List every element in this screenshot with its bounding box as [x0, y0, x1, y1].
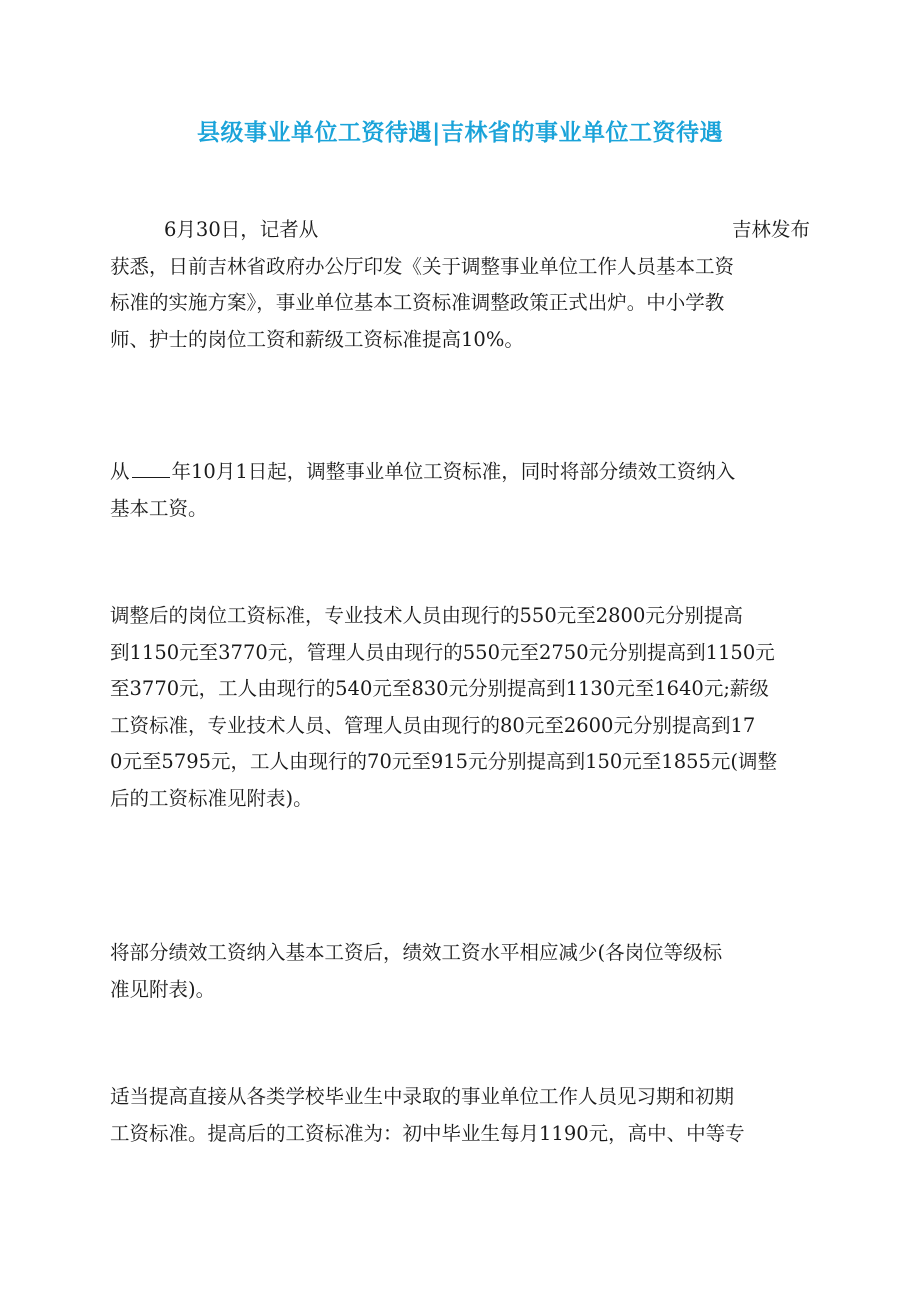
paragraph-5	[110, 1079, 810, 1152]
paragraph-1-line-1-left: 6月30日，记者从	[164, 218, 319, 241]
paragraph-5-line-1: 适当提高直接从各类学校毕业生中录取的事业单位工作人员见习期和初期	[110, 1085, 735, 1108]
paragraph-1-line-2: 获悉，日前吉林省政府办公厅印发《关于调整事业单位工作人员基本工资	[110, 254, 735, 278]
paragraph-1-line-1-right: 吉林发布	[731, 218, 810, 241]
paragraph-2-line-1	[110, 454, 810, 491]
paragraph-4-line-2: 准见附表)。	[110, 977, 216, 1001]
paragraph-3	[110, 598, 810, 817]
paragraph-3-line-5: 0元至5795元，工人由现行的70元至915元分别提高到150元至1855元(调整	[110, 750, 778, 773]
paragraph-2-line-1-start: 从	[110, 460, 130, 483]
paragraph-3-line-6: 后的工资标准见附表)。	[110, 786, 313, 810]
paragraph-4-line-1: 将部分绩效工资纳入基本工资后，绩效工资水平相应减少(各岗位等级标	[110, 941, 723, 964]
paragraph-1-line-3: 标准的实施方案》，事业单位基本工资标准调整政策正式出炉。中小学教	[110, 291, 725, 314]
paragraph-3-line-4: 工资标准，专业技术人员、管理人员由现行的80元至2600元分别提高到17	[110, 713, 756, 737]
document-title: 县级事业单位工资待遇|吉林省的事业单位工资待遇	[197, 120, 723, 146]
paragraph-2-line-2: 基本工资。	[110, 496, 208, 520]
paragraph-1	[110, 212, 810, 358]
paragraph-3-line-2: 到1150元至3770元，管理人员由现行的550元至2750元分别提高到1150元	[110, 640, 775, 664]
blank-underline	[132, 457, 170, 478]
paragraph-3-line-3: 至3770元，工人由现行的540元至830元分别提高到1130元至1640元;薪级	[110, 677, 769, 700]
paragraph-2-line-1-end: 年10月1日起，调整事业单位工资标准，同时将部分绩效工资纳入	[171, 460, 736, 483]
paragraph-5-line-2: 工资标准。提高后的工资标准为：初中毕业生每月1190元，高中、中等专	[110, 1121, 745, 1145]
paragraph-2	[110, 454, 810, 527]
paragraph-3-line-1: 调整后的岗位工资标准，专业技术人员由现行的550元至2800元分别提高	[110, 604, 743, 627]
paragraph-1-line-1	[110, 212, 810, 249]
paragraph-4	[110, 935, 810, 1008]
paragraph-1-line-4: 师、护士的岗位工资和薪级工资标准提高10%。	[110, 327, 524, 351]
